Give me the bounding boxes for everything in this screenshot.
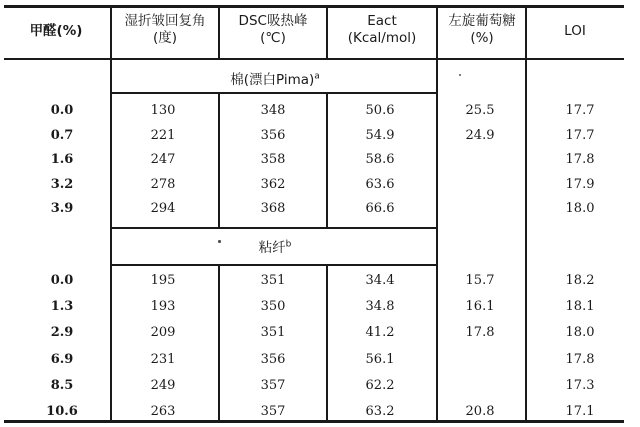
header-bottom-rule <box>4 58 624 60</box>
cell-eact: 63.6 <box>365 176 395 192</box>
cell-eact: 58.6 <box>365 152 395 167</box>
column-divider-5 <box>525 6 527 421</box>
cell-eact: 34.8 <box>365 299 395 315</box>
table-top-rule <box>4 5 624 8</box>
cell-loi: 17.3 <box>565 377 595 393</box>
cell-wrinkle-recovery: 278 <box>150 176 176 192</box>
column-divider-1 <box>110 6 112 421</box>
cell-loi: 18.0 <box>565 325 595 341</box>
cell-wrinkle-recovery: 294 <box>150 201 176 216</box>
cell-wrinkle-recovery: 195 <box>150 273 176 288</box>
cell-loi: 17.7 <box>565 103 595 118</box>
cell-dsc-peak: 356 <box>260 127 286 143</box>
cell-eact: 34.4 <box>365 273 395 288</box>
cell-eact: 41.2 <box>365 325 395 341</box>
cell-levoglucosan: 17.8 <box>465 325 495 341</box>
header-wrinkle-recovery: 湿折皱回复角 (度) <box>124 13 206 46</box>
cell-dsc-peak: 348 <box>260 103 286 118</box>
cell-wrinkle-recovery: 193 <box>150 299 176 315</box>
section-title-viscose: 粘纤$^b$ <box>258 239 292 256</box>
cell-wrinkle-recovery: 247 <box>150 152 176 167</box>
cell-loi: 18.2 <box>565 273 595 288</box>
cell-dsc-peak: 358 <box>260 152 286 167</box>
cell-loi: 17.9 <box>565 176 595 192</box>
cell-formaldehyde: 3.2 <box>50 176 74 192</box>
column-divider-2-sec2 <box>218 265 220 421</box>
cell-loi: 18.0 <box>565 201 595 216</box>
column-divider-4 <box>436 6 438 421</box>
header-eact: Eact (Kcal/mol) <box>347 13 417 46</box>
cell-eact: 54.9 <box>365 127 395 143</box>
cell-dsc-peak: 357 <box>260 404 286 419</box>
cell-loi: 17.8 <box>565 351 595 367</box>
column-divider-2-sec1 <box>218 93 220 228</box>
cell-formaldehyde: 0.0 <box>50 103 74 118</box>
cell-levoglucosan: 24.9 <box>465 127 495 143</box>
cell-eact: 63.2 <box>365 404 395 419</box>
cell-dsc-peak: 356 <box>260 351 286 367</box>
cell-eact: 62.2 <box>365 377 395 393</box>
cell-levoglucosan: 20.8 <box>465 404 495 419</box>
cell-formaldehyde: 3.9 <box>50 201 74 216</box>
column-divider-3-sec1 <box>326 93 328 228</box>
cell-dsc-peak: 351 <box>260 325 286 341</box>
cell-eact: 66.6 <box>365 201 395 216</box>
cell-wrinkle-recovery: 249 <box>150 377 176 393</box>
cell-eact: 50.6 <box>365 103 395 118</box>
cell-eact: 56.1 <box>365 351 395 367</box>
cell-dsc-peak: 368 <box>260 201 286 216</box>
cell-formaldehyde: 1.6 <box>50 152 74 167</box>
scan-speck <box>459 74 461 76</box>
cell-formaldehyde: 1.3 <box>50 299 74 315</box>
cell-loi: 17.1 <box>565 404 595 419</box>
cell-dsc-peak: 351 <box>260 273 286 288</box>
cell-formaldehyde: 0.7 <box>50 127 74 143</box>
cell-formaldehyde: 8.5 <box>50 377 74 393</box>
section2-top-rule <box>112 227 438 229</box>
cell-formaldehyde: 2.9 <box>50 325 74 341</box>
cell-wrinkle-recovery: 231 <box>150 351 176 367</box>
cell-levoglucosan: 15.7 <box>465 273 495 288</box>
cell-formaldehyde: 10.6 <box>46 404 78 419</box>
header-levoglucosan: 左旋葡萄糖 (%) <box>448 13 516 46</box>
header-dsc: DSC吸热峰 (℃) <box>238 13 308 46</box>
cell-formaldehyde: 6.9 <box>50 351 74 367</box>
cell-loi: 17.7 <box>565 127 595 143</box>
cell-formaldehyde: 0.0 <box>50 273 74 288</box>
cell-dsc-peak: 357 <box>260 377 286 393</box>
cell-wrinkle-recovery: 130 <box>150 103 176 118</box>
cell-dsc-peak: 350 <box>260 299 286 315</box>
cell-loi: 17.8 <box>565 152 595 167</box>
section1-title-rule <box>112 92 438 94</box>
cell-levoglucosan: 25.5 <box>465 103 495 118</box>
section-title-cotton: 棉(漂白Pima)$^a$ <box>230 71 320 88</box>
cell-wrinkle-recovery: 209 <box>150 325 176 341</box>
cell-wrinkle-recovery: 221 <box>150 127 176 143</box>
section2-title-rule <box>112 264 438 266</box>
scan-speck <box>218 240 221 243</box>
cell-loi: 18.1 <box>565 299 595 315</box>
header-loi: LOI <box>564 23 586 39</box>
cell-dsc-peak: 362 <box>260 176 286 192</box>
header-formaldehyde: 甲醛(%) <box>29 23 83 39</box>
cell-levoglucosan: 16.1 <box>465 299 495 315</box>
table-bottom-rule <box>4 420 624 423</box>
column-divider-3-sec2 <box>326 265 328 421</box>
cell-wrinkle-recovery: 263 <box>150 404 176 419</box>
